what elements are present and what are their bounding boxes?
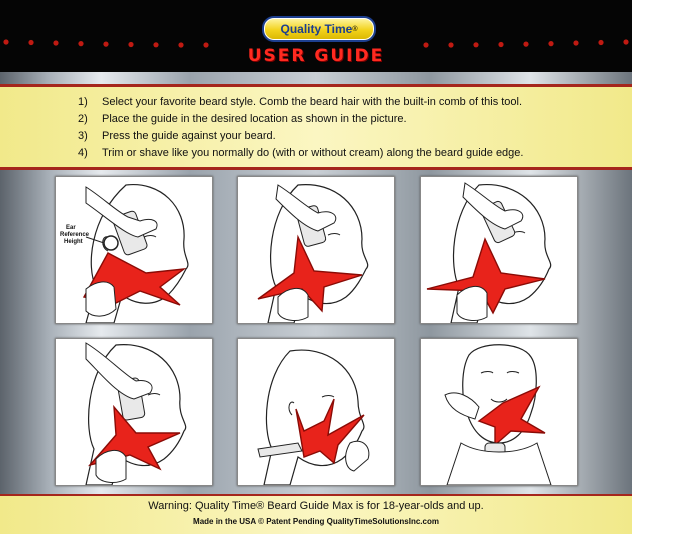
- annotation-reference: Reference: [60, 232, 90, 238]
- annotation-ear: Ear: [66, 225, 76, 231]
- made-in-usa-notice: Made in the USA © Patent Pending QualityTimeSolutionsInc.com: [193, 517, 439, 526]
- instructions-strip: [0, 84, 632, 170]
- profile-illustration: [421, 177, 577, 323]
- hand-icon: [346, 441, 369, 471]
- instruction-number: 1): [78, 96, 88, 108]
- illustration-panel-4: [55, 338, 213, 486]
- annotation-height: Height: [64, 239, 83, 245]
- profile-illustration: [56, 177, 212, 323]
- instruction-item: [78, 128, 632, 145]
- profile-illustration: [238, 177, 394, 323]
- instruction-text: Press the guide against your beard.: [102, 130, 276, 142]
- illustration-panel-3: [420, 176, 578, 324]
- illustration-panel-2: [237, 176, 395, 324]
- illustration-panel-5: [237, 338, 395, 486]
- instruction-number: 2): [78, 113, 88, 125]
- brand-name: Quality Time: [280, 22, 353, 36]
- instruction-item: [78, 145, 632, 162]
- instruction-list: [0, 87, 632, 162]
- profile-illustration: [238, 339, 394, 485]
- instruction-text: Select your favorite beard style. Comb the beard hair with the built-in comb of this tool.: [102, 96, 523, 108]
- age-warning: Warning: Quality Time® Beard Guide Max is for 18-year-olds and up.: [148, 500, 484, 512]
- instruction-number: 4): [78, 147, 88, 159]
- header-bar: [0, 0, 632, 72]
- profile-illustration: [56, 339, 212, 485]
- instruction-number: 3): [78, 130, 88, 142]
- footer-strip: [0, 494, 632, 534]
- instruction-text: Place the guide in the desired location as shown in the picture.: [102, 113, 407, 125]
- user-guide-title: USER GUIDE: [247, 46, 385, 66]
- instruction-text: Trim or shave like you normally do (with or without cream) along the beard guide edge.: [102, 147, 524, 159]
- brand-registered-mark: ®: [352, 25, 358, 33]
- instruction-item: [78, 111, 632, 128]
- instruction-item: [78, 94, 632, 111]
- front-face-illustration: [421, 339, 577, 485]
- illustration-panel-6: [420, 338, 578, 486]
- illustration-panel-1: [55, 176, 213, 324]
